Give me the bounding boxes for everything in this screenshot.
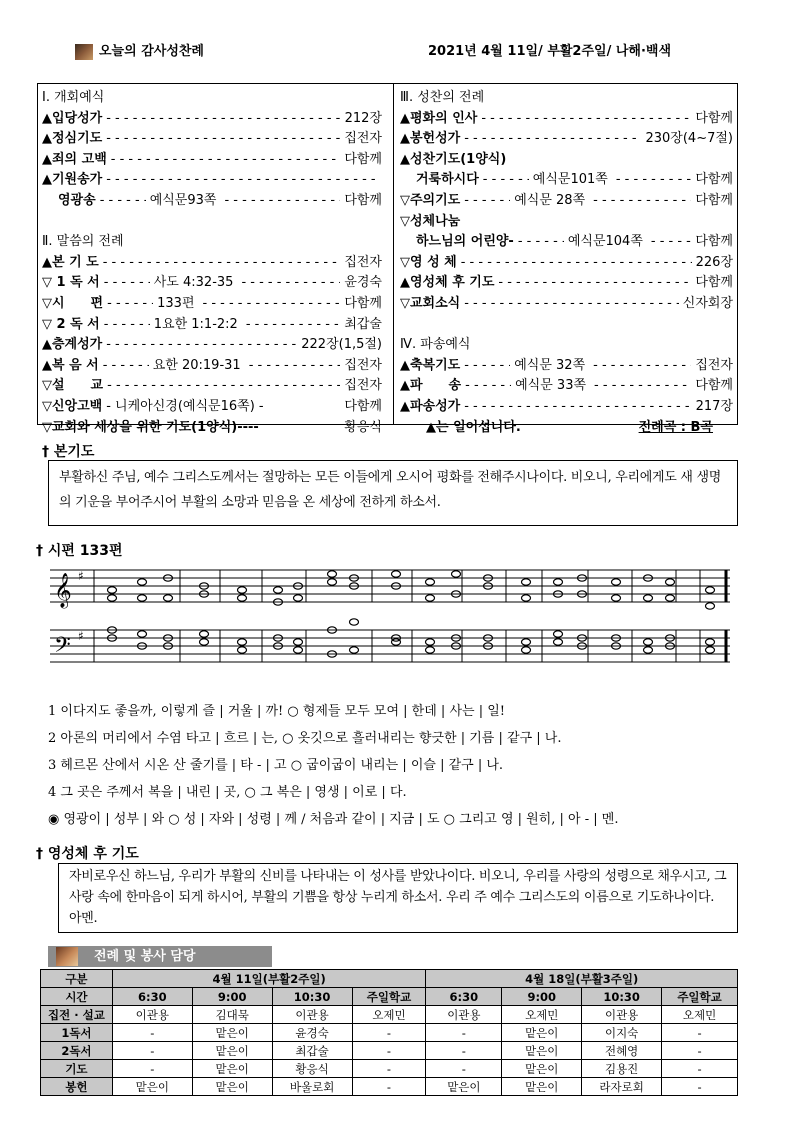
leader-dashes — [464, 294, 679, 315]
bass-note — [426, 647, 435, 653]
role-label: 기도 — [41, 1060, 113, 1078]
order-item-reference: 예식문 32쪽 — [514, 357, 586, 373]
order-item-minister: 신자회장 — [682, 295, 733, 311]
assignee-cell: 이관용 — [426, 1006, 502, 1024]
order-row — [42, 418, 382, 439]
order-row — [400, 253, 733, 274]
stand-note: ▲는 일어섭니다. — [426, 419, 521, 435]
assignee-cell: - — [352, 1024, 426, 1042]
order-item-minister: 집전자 — [344, 131, 382, 147]
order-item-reference: 사도 4:32-35 — [153, 275, 234, 291]
postcommunion-title: † 영성체 후 기도 — [36, 846, 139, 862]
assignee-cell: - — [352, 1060, 426, 1078]
altar-logo-icon — [56, 947, 78, 966]
assignee-cell: 맡은이 — [502, 1078, 582, 1096]
schedule-banner-text: 전례 및 봉사 담당 — [94, 949, 196, 964]
order-item-minister: 다함께 — [695, 172, 733, 188]
leader-dashes — [107, 294, 153, 315]
schedule-banner — [48, 946, 272, 967]
leader-dashes — [249, 356, 341, 377]
order-row — [42, 356, 382, 377]
assignee-cell: - — [662, 1060, 738, 1078]
leader-dashes — [593, 191, 691, 212]
order-item-label: ▽영 성 체 — [400, 254, 457, 270]
assignee-cell: 오제민 — [662, 1006, 738, 1024]
order-row — [42, 397, 382, 418]
bass-note — [554, 631, 563, 637]
order-item-label: 하느님의 어린양- — [416, 234, 514, 250]
order-item-minister: 다함께 — [695, 110, 733, 126]
order-item-minister: 217장 — [695, 398, 733, 414]
treble-note — [426, 595, 435, 601]
treble-note — [238, 587, 247, 593]
time-slot-header: 9:00 — [192, 988, 272, 1006]
order-row — [400, 212, 733, 233]
order-item-label: ▲영성체 후 기도 — [400, 275, 495, 291]
leader-dashes — [100, 191, 146, 212]
treble-note — [666, 595, 675, 601]
order-item-label: ▽시 편 — [42, 295, 104, 311]
assignee-cell: 라자로회 — [582, 1078, 662, 1096]
week1-header: 4월 11일(부활2주일) — [112, 970, 426, 988]
time-slot-header: 주일학교 — [352, 988, 426, 1006]
bass-note — [426, 639, 435, 645]
assignee-cell: 이관용 — [582, 1006, 662, 1024]
key-signature-treble: ♯ — [78, 569, 84, 583]
order-item-label: ▽주의기도 — [400, 192, 461, 208]
leader-dashes — [464, 397, 691, 418]
order-item-reference: 예식문104쪽 — [567, 234, 643, 250]
assignee-cell: 맡은이 — [192, 1078, 272, 1096]
order-item-label: ▲입당성가 — [42, 110, 103, 126]
treble-staff — [50, 570, 730, 602]
order-item-reference: 133편 — [157, 295, 195, 311]
assignee-cell: - — [662, 1042, 738, 1060]
assignee-cell: - — [112, 1042, 192, 1060]
order-row — [42, 294, 382, 315]
bass-note — [294, 639, 303, 645]
bass-note — [200, 639, 209, 645]
assignee-cell: 황응식 — [272, 1060, 352, 1078]
time-slot-header: 9:00 — [502, 988, 582, 1006]
assignee-cell: 김용진 — [582, 1060, 662, 1078]
bass-note — [350, 619, 359, 625]
role-label: 1독서 — [41, 1024, 113, 1042]
leader-dashes — [481, 109, 691, 130]
order-item-minister: 다함께 — [344, 398, 382, 414]
leader-dashes — [111, 150, 341, 171]
leader-dashes — [593, 356, 691, 377]
right-column — [400, 88, 733, 438]
leader-dashes — [106, 335, 297, 356]
assignee-cell: 최갑술 — [272, 1042, 352, 1060]
section-title-eucharist: Ⅲ. 성찬의 전례 — [400, 90, 485, 105]
order-item-reference: 예식문101쪽 — [532, 172, 608, 188]
order-item-minister: 집전자 — [344, 254, 382, 270]
assignee-cell: - — [426, 1042, 502, 1060]
role-label: 봉헌 — [41, 1078, 113, 1096]
section-title-word: Ⅱ. 말씀의 전례 — [42, 234, 124, 250]
order-row — [400, 376, 733, 397]
leader-dashes — [518, 232, 564, 253]
order-item-minister: 집전자 — [344, 357, 382, 373]
bass-note — [294, 647, 303, 653]
week2-header: 4월 18일(부활3주일) — [426, 970, 738, 988]
key-signature-bass: ♯ — [78, 629, 84, 643]
order-item-label: ▲파 송 — [400, 378, 462, 394]
leader-dashes — [106, 170, 378, 191]
order-row — [42, 191, 382, 212]
assignee-cell: - — [662, 1024, 738, 1042]
treble-note — [328, 579, 337, 585]
treble-note — [706, 603, 715, 609]
psalm-chant-score — [42, 558, 742, 670]
leader-dashes — [461, 253, 692, 274]
psalm-verse-1: 1 이다지도 좋을까, 이렇게 즐 | 거울 | 까! ○ 형제들 모두 모여 | 한데 | 사는 | 일! — [48, 704, 505, 719]
order-item-reference: 예식문 28쪽 — [514, 192, 586, 208]
bass-note — [706, 647, 715, 653]
leader-dashes — [616, 170, 691, 191]
order-item-reference: 요한 20:19-31 — [152, 357, 241, 373]
order-item-label: ▲층계성가 — [42, 337, 103, 353]
order-row — [400, 191, 733, 212]
treble-note — [108, 587, 117, 593]
treble-note — [392, 571, 401, 577]
order-item-label: ▲정심기도 — [42, 131, 103, 147]
treble-note — [274, 587, 283, 593]
assignee-cell: - — [426, 1060, 502, 1078]
assignee-cell: 전혜영 — [582, 1042, 662, 1060]
collect-title: † 본기도 — [42, 444, 95, 460]
order-row — [42, 273, 382, 294]
order-item-minister: 다함께 — [344, 192, 382, 208]
role-label: 2독서 — [41, 1042, 113, 1060]
leader-dashes — [203, 294, 341, 315]
schedule-table — [40, 969, 738, 1096]
order-item-minister: 212장 — [344, 110, 382, 126]
assignee-cell: 맡은이 — [192, 1060, 272, 1078]
leader-dashes — [104, 315, 150, 336]
bass-note — [554, 639, 563, 645]
order-item-label: ▲파송성가 — [400, 398, 461, 414]
header-title — [75, 40, 204, 60]
psalm-gloria: ◉ 영광이 | 성부 | 와 ○ 성 | 자와 | 성령 | 께 / 처음과 같이 | 지금 | 도 ○ 그리고 영 | 원히, | 아 - | 멘. — [48, 812, 619, 827]
time-label: 시간 — [41, 988, 113, 1006]
bass-note — [644, 647, 653, 653]
treble-note — [238, 595, 247, 601]
assignee-cell: 이관용 — [272, 1006, 352, 1024]
order-item-label: ▲성찬기도(1양식) — [400, 151, 507, 167]
treble-note — [522, 595, 531, 601]
order-item-minister: 최갑술 — [344, 316, 382, 332]
assignee-cell: 맡은이 — [426, 1078, 502, 1096]
postcommunion-box: 자비로우신 하느님, 우리가 부활의 신비를 나타내는 이 성사를 받았나이다. 비오니, 우리를 사랑의 성령으로 채우시고, 그 사랑 속에 한마음이 되게 하시어, 부활의 기쁨을 항상 누리게 하소서. 우리 주 예수 그리스도의 이름으로 기도하나이다. 아멘. — [58, 863, 738, 933]
assignee-cell: 맡은이 — [112, 1078, 192, 1096]
time-slot-header: 주일학교 — [662, 988, 738, 1006]
order-item-label: 영광송 — [58, 192, 96, 208]
treble-note — [138, 595, 147, 601]
bass-note — [238, 639, 247, 645]
order-item-minister: 다함께 — [695, 234, 733, 250]
order-item-label: ▲본 기 도 — [42, 254, 99, 270]
order-item-minister: 윤경숙 — [344, 275, 382, 291]
treble-note — [644, 595, 653, 601]
order-item-minister: 다함께 — [695, 378, 733, 394]
column-divider — [393, 83, 394, 425]
order-item-label: ▲죄의 고백 — [42, 151, 107, 167]
header-title-text: 오늘의 감사성찬례 — [99, 44, 204, 59]
order-item-label: ▽신앙고백 — [42, 398, 103, 414]
table-header-label: 구분 — [41, 970, 113, 988]
leader-dashes — [104, 273, 150, 294]
order-row — [400, 273, 733, 294]
order-item-minister: 황응식 — [344, 419, 382, 435]
order-item-label: ▽설 교 — [42, 378, 104, 394]
treble-note — [612, 595, 621, 601]
leader-dashes — [498, 273, 691, 294]
treble-note — [164, 595, 173, 601]
order-item-minister: 226장 — [695, 254, 733, 270]
order-item-reference: 1요한 1:1-2:2 — [153, 316, 238, 332]
treble-note — [706, 587, 715, 593]
bass-note — [392, 639, 401, 645]
assignee-cell: - — [662, 1078, 738, 1096]
treble-note — [426, 579, 435, 585]
table-row — [41, 1024, 738, 1042]
order-row — [400, 356, 733, 377]
order-row — [42, 109, 382, 130]
assignee-cell: - — [352, 1042, 426, 1060]
order-item-minister: 다함께 — [695, 275, 733, 291]
leader-dashes — [483, 170, 529, 191]
time-slot-header: 10:30 — [582, 988, 662, 1006]
order-row — [400, 232, 733, 253]
order-row — [42, 376, 382, 397]
assignee-cell: 윤경숙 — [272, 1024, 352, 1042]
leader-dashes — [107, 376, 340, 397]
order-row — [400, 109, 733, 130]
table-row — [41, 1060, 738, 1078]
leader-dashes — [464, 129, 641, 150]
order-item-minister: 집전자 — [695, 357, 733, 373]
leader-dashes — [651, 232, 691, 253]
psalm-title: † 시편 133편 — [36, 543, 123, 559]
order-row — [42, 253, 382, 274]
treble-note — [522, 579, 531, 585]
leader-dashes — [464, 191, 510, 212]
bass-staff — [50, 630, 730, 662]
treble-note — [452, 571, 461, 577]
leader-dashes — [106, 109, 340, 130]
assignee-cell: 맡은이 — [502, 1042, 582, 1060]
treble-clef-icon: 𝄞 — [54, 573, 72, 608]
order-item-minister: 다함께 — [344, 295, 382, 311]
chant-note: 전례곡 : B곡 — [638, 419, 713, 435]
bass-note — [138, 631, 147, 637]
bass-note — [200, 631, 209, 637]
psalm-verse-3: 3 헤르몬 산에서 시온 산 줄기를 | 타 - | 고 ○ 굽이굽이 내리는 | 이슬 | 같구 | 나. — [48, 758, 504, 773]
order-item-minister: 다함께 — [695, 192, 733, 208]
bass-note — [350, 647, 359, 653]
treble-note — [328, 571, 337, 577]
time-slot-header: 6:30 — [112, 988, 192, 1006]
table-row — [41, 1078, 738, 1096]
altar-logo-icon — [75, 44, 93, 60]
order-row — [400, 397, 733, 418]
assignee-cell: 이지숙 — [582, 1024, 662, 1042]
assignee-cell: 바울로회 — [272, 1078, 352, 1096]
psalm-verses — [48, 700, 618, 835]
order-item-label: ▽교회소식 — [400, 295, 461, 311]
order-item-label: ▲복 음 서 — [42, 357, 99, 373]
order-row — [400, 150, 733, 171]
order-item-label: 거룩하시다 — [416, 172, 479, 188]
section-title-dismissal: Ⅳ. 파송예식 — [400, 337, 471, 353]
order-row — [42, 129, 382, 150]
treble-note — [612, 579, 621, 585]
assignee-cell: 오제민 — [502, 1006, 582, 1024]
leader-dashes — [594, 376, 691, 397]
order-row — [42, 150, 382, 171]
leader-dashes — [106, 129, 340, 150]
collect-box: 부활하신 주님, 예수 그리스도께서는 절망하는 모든 이들에게 오시어 평화를 전해주시나이다. 비오니, 우리에게도 새 생명의 기운을 부어주시어 부활의 소망과 믿음을 온 세상에 전하게 하소서. — [48, 460, 738, 526]
bass-note — [644, 639, 653, 645]
bass-note — [706, 639, 715, 645]
order-item-label: ▲기원송가 — [42, 172, 103, 188]
order-item-reference: - 니케아신경(예식문16쪽) - — [106, 398, 264, 414]
assignee-cell: 이관용 — [112, 1006, 192, 1024]
table-row — [41, 1042, 738, 1060]
assignee-cell: 맡은이 — [192, 1042, 272, 1060]
leader-dashes — [103, 253, 341, 274]
bass-note — [522, 647, 531, 653]
section-title-gathering: Ⅰ. 개회예식 — [42, 90, 105, 105]
order-item-label: ▽ 2 독 서 — [42, 316, 100, 332]
header-date: 2021년 4월 11일/ 부활2주일/ 나해·백색 — [428, 44, 672, 59]
treble-note — [138, 579, 147, 585]
assignee-cell: - — [426, 1024, 502, 1042]
leader-dashes — [103, 356, 149, 377]
assignee-cell: 맡은이 — [502, 1060, 582, 1078]
assignee-cell: 맡은이 — [502, 1024, 582, 1042]
order-item-minister: 다함께 — [344, 151, 382, 167]
assignee-cell: 김대묵 — [192, 1006, 272, 1024]
assignee-cell: 맡은이 — [192, 1024, 272, 1042]
order-item-label: ▲평화의 인사 — [400, 110, 478, 126]
leader-dashes — [224, 191, 340, 212]
table-row — [41, 1006, 738, 1024]
order-item-label: ▽성체나눔 — [400, 213, 461, 229]
order-item-label: ▲봉헌성가 — [400, 131, 461, 147]
left-column — [42, 88, 382, 438]
treble-note — [294, 595, 303, 601]
order-row — [42, 170, 382, 191]
order-row — [42, 315, 382, 336]
treble-note — [554, 579, 563, 585]
leader-dashes — [246, 315, 341, 336]
order-item-minister: 집전자 — [344, 378, 382, 394]
order-row — [400, 294, 733, 315]
order-item-reference: 예식문93쪽 — [149, 192, 217, 208]
treble-note — [108, 595, 117, 601]
psalm-verse-2: 2 아론의 머리에서 수염 타고 | 흐르 | 는, ○ 옷깃으로 흘러내리는 향긋한 | 기름 | 같구 | 나. — [48, 731, 562, 746]
time-slot-header: 10:30 — [272, 988, 352, 1006]
order-item-minister: 222장(1,5절) — [301, 337, 382, 353]
bass-clef-icon: 𝄢 — [54, 633, 71, 663]
leader-dashes — [241, 273, 340, 294]
assignee-cell: - — [112, 1060, 192, 1078]
order-item-label: ▲축복기도 — [400, 357, 461, 373]
assignee-cell: - — [112, 1024, 192, 1042]
leader-dashes — [465, 376, 511, 397]
order-row — [42, 335, 382, 356]
assignee-cell: 오제민 — [352, 1006, 426, 1024]
order-item-label: ▽교회와 세상을 위한 기도(1양식)---- — [42, 419, 259, 435]
order-row — [400, 129, 733, 150]
leader-dashes — [464, 356, 510, 377]
bass-note — [522, 639, 531, 645]
bass-note — [238, 647, 247, 653]
time-slot-header: 6:30 — [426, 988, 502, 1006]
order-item-reference: 예식문 33쪽 — [515, 378, 587, 394]
treble-note — [666, 579, 675, 585]
role-label: 집전 · 설교 — [41, 1006, 113, 1024]
order-row — [400, 170, 733, 191]
assignee-cell: - — [352, 1078, 426, 1096]
order-item-label: ▽ 1 독 서 — [42, 275, 100, 291]
order-item-minister: 230장(4~7절) — [645, 131, 733, 147]
psalm-verse-4: 4 그 곳은 주께서 복을 | 내린 | 곳, ○ 그 복은 | 영생 | 이로 | 다. — [48, 785, 407, 800]
